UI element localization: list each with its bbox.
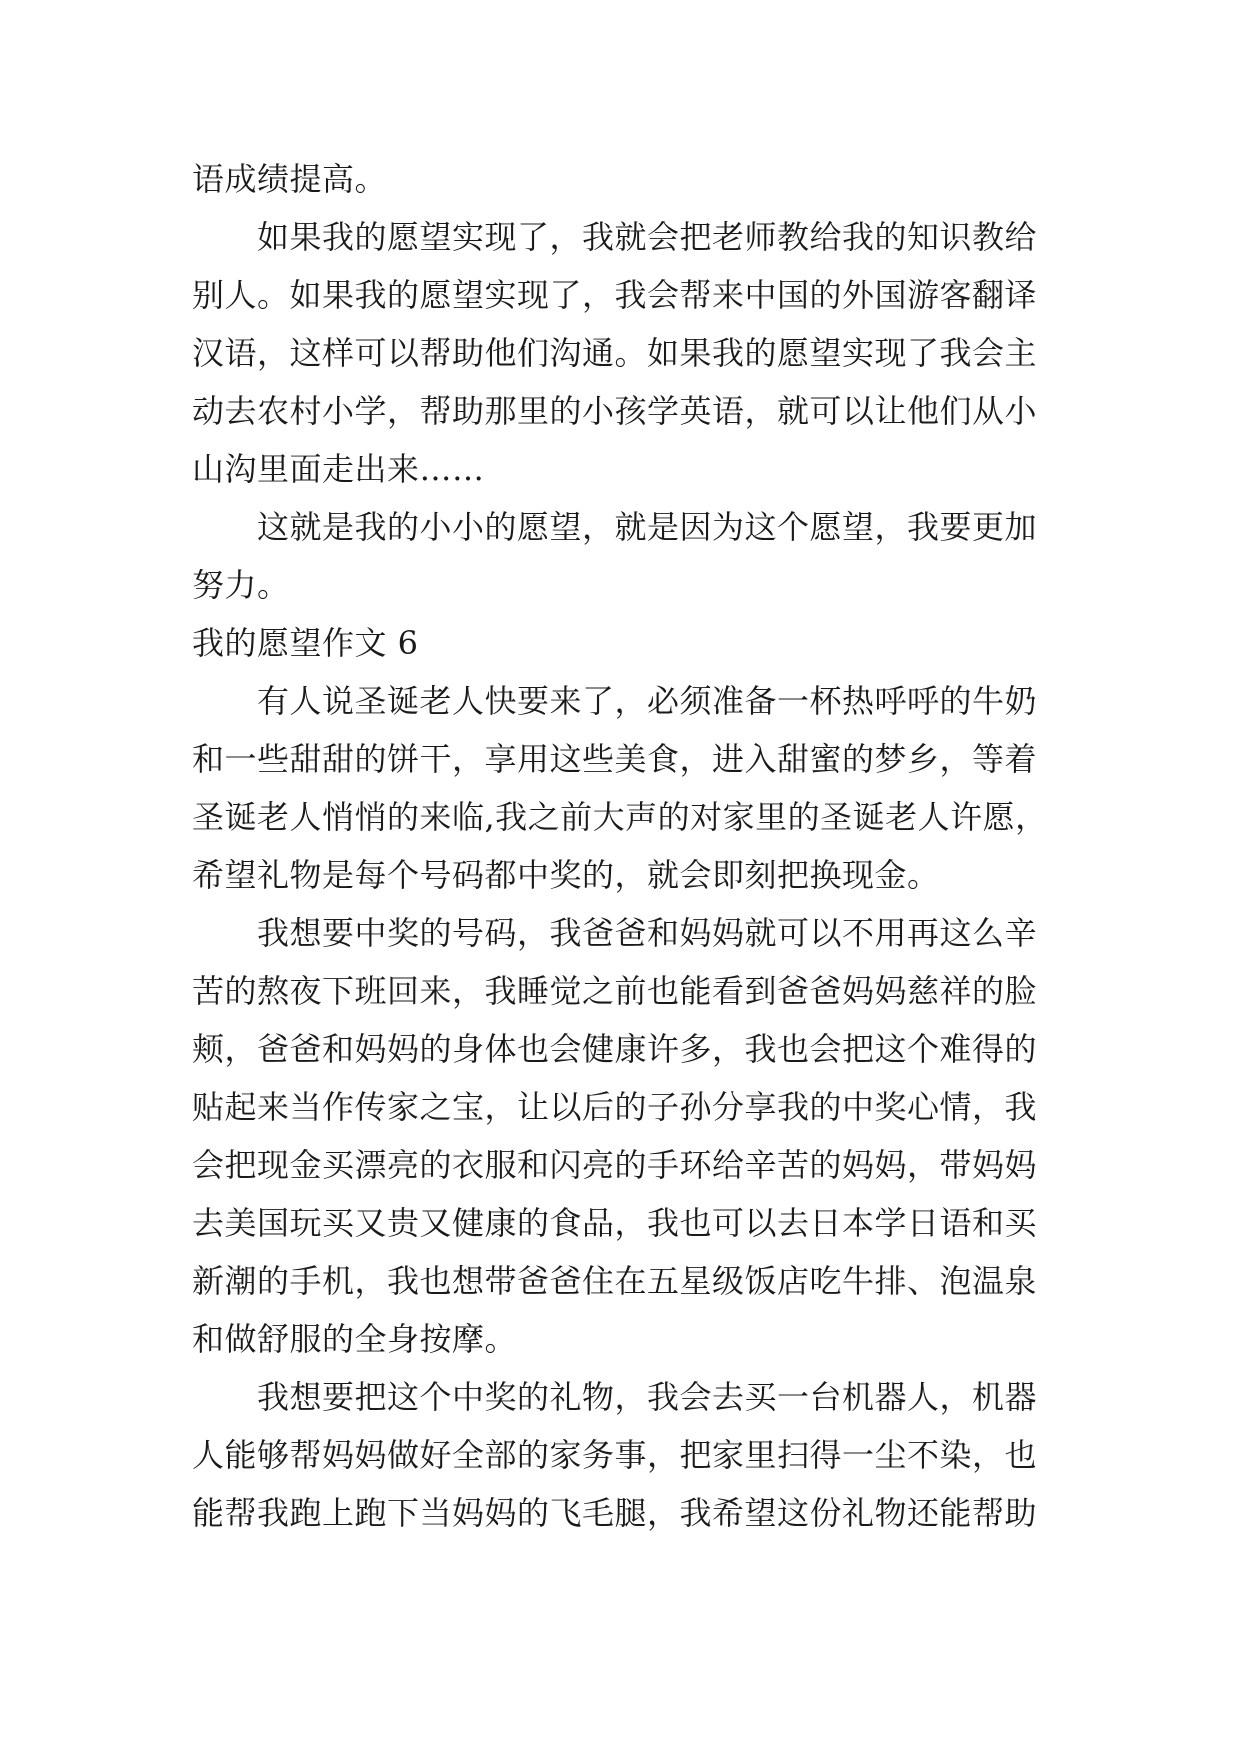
text-line: 苦的熬夜下班回来，我睡觉之前也能看到爸爸妈妈慈祥的脸 [192,972,1038,1010]
document-body [192,150,1052,1542]
text-line: 别人。如果我的愿望实现了，我会帮来中国的外国游客翻译 [192,276,1038,314]
text-line: 动去农村小学，帮助那里的小孩学英语，就可以让他们从小 [192,392,1038,430]
paragraph-start-line: 我想要中奖的号码，我爸爸和妈妈就可以不用再这么辛 [192,914,1038,952]
paragraph-start-line: 有人说圣诞老人快要来了，必须准备一杯热呼呼的牛奶 [192,682,1038,720]
paragraph-start-line: 这就是我的小小的愿望，就是因为这个愿望，我要更加 [192,508,1038,546]
text-line: 新潮的手机，我也想带爸爸住在五星级饭店吃牛排、泡温泉 [192,1262,1038,1300]
text-line: 和一些甜甜的饼干，享用这些美食，进入甜蜜的梦乡，等着 [192,740,1038,778]
text-line: 圣诞老人悄悄的来临,我之前大声的对家里的圣诞老人许愿， [192,798,1048,836]
text-line: 和做舒服的全身按摩。 [192,1320,518,1358]
text-line: 颊，爸爸和妈妈的身体也会健康许多，我也会把这个难得的 [192,1030,1038,1068]
text-line: 人能够帮妈妈做好全部的家务事，把家里扫得一尘不染，也 [192,1436,1038,1474]
text-line: 语成绩提高。 [192,160,388,198]
text-line: 会把现金买漂亮的衣服和闪亮的手环给辛苦的妈妈，带妈妈 [192,1146,1038,1184]
text-line: 去美国玩买又贵又健康的食品，我也可以去日本学日语和买 [192,1204,1038,1242]
text-line: 希望礼物是每个号码都中奖的，就会即刻把换现金。 [192,856,940,894]
text-line: 能帮我跑上跑下当妈妈的飞毛腿，我希望这份礼物还能帮助 [192,1494,1038,1532]
text-line: 山沟里面走出来…… [192,450,485,488]
text-line: 贴起来当作传家之宝，让以后的子孙分享我的中奖心情，我 [192,1088,1038,1126]
paragraph-start-line: 我想要把这个中奖的礼物，我会去买一台机器人，机器 [192,1378,1038,1416]
text-line: 汉语，这样可以帮助他们沟通。如果我的愿望实现了我会主 [192,334,1038,372]
text-line: 努力。 [192,566,290,604]
section-heading: 我的愿望作文 6 [192,624,419,662]
paragraph-start-line: 如果我的愿望实现了，我就会把老师教给我的知识教给 [192,218,1038,256]
